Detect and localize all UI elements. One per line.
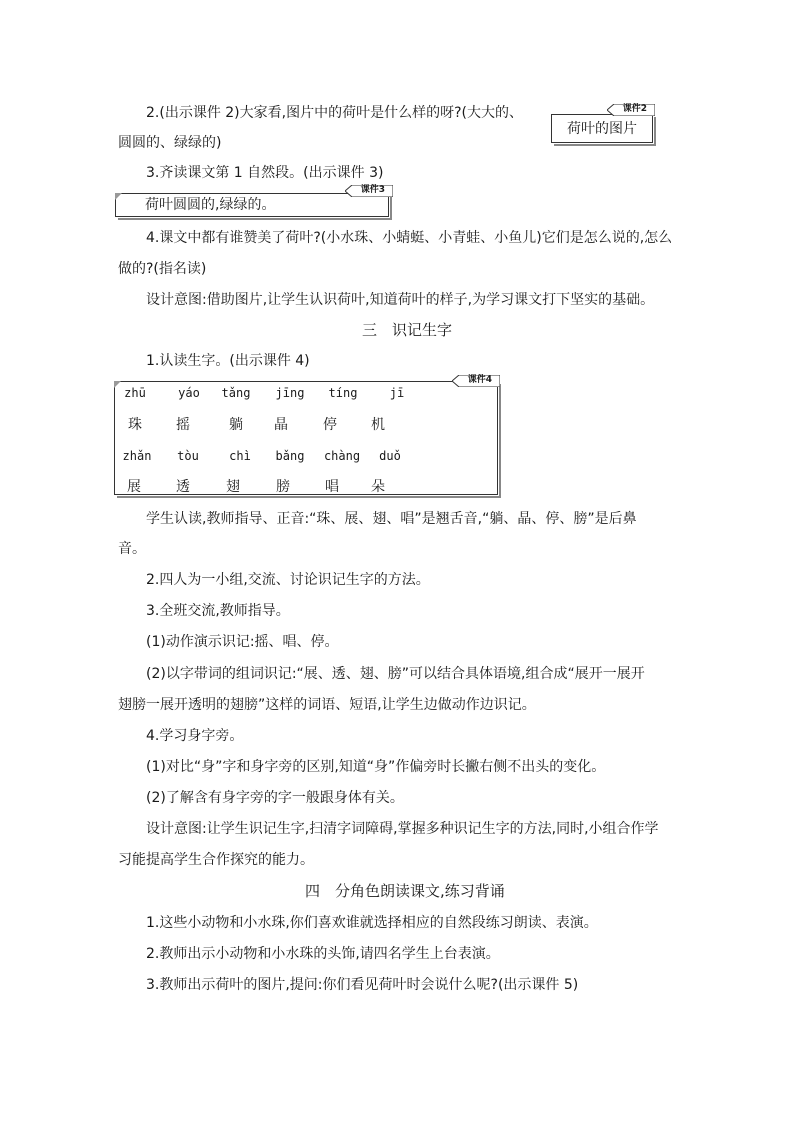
character-cell: 摇: [176, 417, 190, 433]
pinyin-cell: zhū: [124, 386, 146, 400]
character-cell: 唱: [325, 479, 339, 495]
reading-guidance-line-1: 学生认读,教师指导、正音:“珠、展、翅、唱”是翘舌音,“躺、晶、停、膀”是后鼻: [146, 511, 637, 527]
section-3-step-3: 3.全班交流,教师指导。: [146, 603, 290, 619]
pinyin-cell: tǎng: [221, 386, 251, 400]
section-3-step-2: 2.四人为一小组,交流、讨论识记生字的方法。: [146, 572, 430, 588]
step-3: 3.齐读课文第 1 自然段。(出示课件 3): [146, 165, 384, 181]
character-cell: 躺: [229, 417, 243, 433]
pinyin-cell: tíng: [328, 386, 358, 400]
pinyin-cell: chì: [229, 449, 251, 463]
courseware-2-tag: [607, 104, 651, 116]
section-3-step-4-item-1: (1)对比“身”字和身字旁的区别,知道“身”作偏旁时长撇右侧不出头的变化。: [146, 759, 606, 775]
section-3-step-4: 4.学习身字旁。: [146, 728, 244, 744]
courseware-2-text: 荷叶的图片: [567, 121, 637, 137]
courseware-3-tag-label: 课件3: [360, 185, 385, 195]
character-cell: 朵: [371, 479, 385, 495]
pinyin-cell: jī: [389, 386, 405, 400]
character-cell: 膀: [276, 479, 290, 495]
character-cell: 停: [323, 417, 337, 433]
pinyin-cell: chàng: [323, 449, 361, 463]
pinyin-cell: bǎng: [275, 449, 305, 463]
courseware-4-tag: [452, 375, 496, 387]
courseware-4-tag-label: 课件4: [467, 375, 492, 385]
design-intent-2-line-2: 习能提高学生合作探究的能力。: [118, 852, 314, 868]
courseware-3-text: 荷叶圆圆的,绿绿的。: [145, 197, 276, 213]
pinyin-cell: yáo: [178, 386, 200, 400]
pinyin-cell: zhǎn: [122, 449, 152, 463]
character-cell: 珠: [128, 417, 142, 433]
section-4-heading: 四 分角色朗读课文,练习背诵: [305, 882, 505, 900]
section-3-heading: 三 识记生字: [362, 321, 453, 339]
section-4-step-3: 3.教师出示荷叶的图片,提问:你们看见荷叶时会说什么呢?(出示课件 5): [146, 977, 579, 993]
courseware-2-card: [551, 114, 653, 143]
pinyin-cell: jīng: [275, 386, 305, 400]
courseware-3-tag: [345, 185, 389, 197]
step-4-line-1: 4.课文中都有谁赞美了荷叶?(小水珠、小蜻蜓、小青蛙、小鱼儿)它们是怎么说的,怎么: [146, 230, 673, 246]
section-3-step-1: 1.认读生字。(出示课件 4): [146, 353, 310, 369]
design-intent-2-line-1: 设计意图:让学生识记生字,扫清字词障碍,掌握多种识记生字的方法,同时,小组合作学: [146, 821, 659, 837]
character-cell: 透: [176, 479, 190, 495]
character-cell: 晶: [274, 417, 288, 433]
pinyin-cell: duǒ: [379, 449, 401, 463]
character-cell: 展: [127, 479, 141, 495]
pinyin-cell: tòu: [177, 449, 199, 463]
step-4-line-2: 做的?(指名读): [118, 261, 207, 277]
section-4-step-2: 2.教师出示小动物和小水珠的头饰,请四名学生上台表演。: [146, 946, 500, 962]
character-cell: 机: [371, 417, 385, 433]
section-3-step-3-item-2-line-2: 翅膀一展开透明的翅膀”这样的词语、短语,让学生边做动作边识记。: [118, 697, 536, 713]
section-4-step-1: 1.这些小动物和小水珠,你们喜欢谁就选择相应的自然段练习朗读、表演。: [146, 915, 598, 931]
section-3-step-4-item-2: (2)了解含有身字旁的字一般跟身体有关。: [146, 790, 404, 806]
section-3-step-3-item-2-line-1: (2)以字带词的组词识记:“展、透、翅、膀”可以结合具体语境,组合成“展开一展开: [146, 666, 645, 682]
section-3-step-3-item-1: (1)动作演示识记:摇、唱、停。: [146, 634, 339, 650]
reading-guidance-line-2: 音。: [118, 541, 146, 557]
step-2-line-1: 2.(出示课件 2)大家看,图片中的荷叶是什么样的呀?(大大的、: [146, 105, 523, 121]
design-intent-1: 设计意图:借助图片,让学生认识荷叶,知道荷叶的样子,为学习课文打下坚实的基础。: [146, 292, 655, 308]
courseware-2-tag-label: 课件2: [622, 104, 647, 114]
step-2-line-2: 圆圆的、绿绿的): [118, 135, 222, 151]
character-cell: 翅: [226, 479, 240, 495]
